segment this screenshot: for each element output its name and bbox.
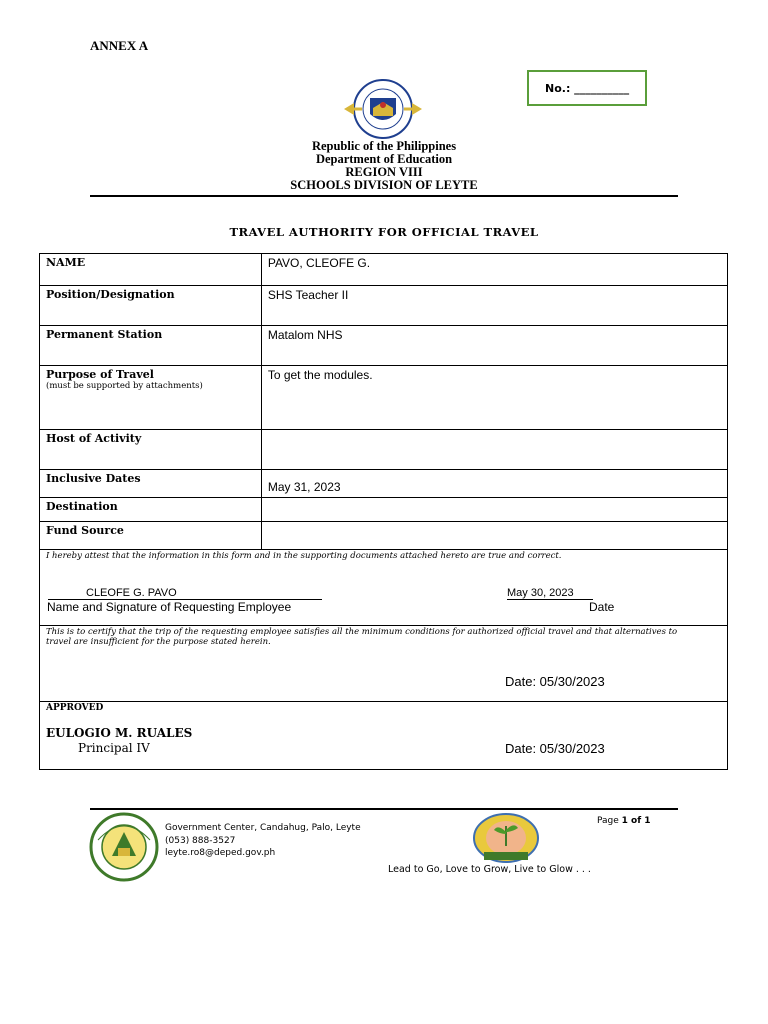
field-value-dates[interactable]: May 31, 2023 — [261, 470, 727, 498]
field-value-fund[interactable] — [261, 522, 727, 550]
form-row — [40, 254, 728, 286]
page-number: 1 of 1 — [621, 816, 651, 826]
leading-logo-icon — [472, 812, 540, 864]
form-row — [40, 326, 728, 366]
form-title: TRAVEL AUTHORITY FOR OFFICIAL TRAVEL — [229, 225, 539, 239]
field-value-station[interactable]: Matalom NHS — [261, 326, 727, 366]
field-label-dates: Inclusive Dates — [40, 470, 262, 498]
approval-section — [40, 702, 728, 770]
approver-name: EULOGIO M. RUALES — [46, 726, 193, 740]
requesting-employee-name: CLEOFE G. PAVO — [48, 587, 322, 600]
footer-email[interactable]: leyte.ro8@deped.gov.ph — [165, 848, 276, 858]
form-row — [40, 498, 728, 522]
field-label-name: NAME — [40, 254, 262, 286]
header-department: Department of Education — [315, 152, 453, 166]
control-number-label: No.: __________ — [545, 81, 630, 95]
approval-cell — [40, 702, 728, 770]
certification-section — [40, 626, 728, 702]
field-label-position: Position/Designation — [40, 286, 262, 326]
annex-label: ANNEX A — [90, 38, 149, 53]
page-prefix: Page — [597, 816, 622, 826]
field-label-purpose — [40, 366, 262, 430]
footer-address: Government Center, Candahug, Palo, Leyte — [165, 823, 361, 833]
footer-divider — [90, 808, 678, 810]
date-caption: Date — [589, 600, 615, 614]
deped-seal-icon — [340, 78, 426, 140]
division-seal-icon — [88, 812, 160, 882]
page-indicator — [597, 816, 651, 826]
travel-form-table — [39, 253, 728, 770]
attestation-text: I hereby attest that the information in this form and in the supporting documents attached hereto are true and correct. — [46, 551, 562, 561]
footer-motto: Lead to Go, Love to Grow, Live to Glow . . . — [388, 864, 591, 875]
header-divider — [90, 195, 678, 197]
form-row — [40, 430, 728, 470]
header-division: SCHOOLS DIVISION OF LEYTE — [290, 178, 478, 192]
certification-text: This is to certify that the trip of the requesting employee satisfies all the minimum conditions for authorized official travel and that alternatives to travel are insufficient for the purpose stated herein. — [46, 627, 678, 647]
field-value-host[interactable] — [261, 430, 727, 470]
form-row — [40, 366, 728, 430]
footer-phone: (053) 888-3527 — [165, 835, 236, 846]
purpose-label: Purpose of Travel — [46, 368, 154, 381]
certification-date: Date: 05/30/2023 — [505, 674, 605, 689]
field-value-name[interactable]: PAVO, CLEOFE G. — [261, 254, 727, 286]
field-value-purpose[interactable]: To get the modules. — [261, 366, 727, 430]
field-label-host: Host of Activity — [40, 430, 262, 470]
form-row — [40, 286, 728, 326]
form-row — [40, 522, 728, 550]
control-number-box — [527, 70, 647, 106]
certification-cell — [40, 626, 728, 702]
signer-caption: Name and Signature of Requesting Employee — [47, 600, 292, 614]
approved-label: APPROVED — [46, 703, 104, 713]
field-label-fund: Fund Source — [40, 522, 262, 550]
requesting-sign-date: May 30, 2023 — [507, 587, 593, 600]
field-label-station: Permanent Station — [40, 326, 262, 366]
field-label-destination: Destination — [40, 498, 262, 522]
purpose-sublabel: (must be supported by attachments) — [46, 381, 203, 391]
field-value-destination[interactable] — [261, 498, 727, 522]
footer-contact — [165, 822, 361, 860]
approval-date: Date: 05/30/2023 — [505, 741, 605, 756]
header-republic: Republic of the Philippines — [311, 139, 457, 153]
attestation-cell — [40, 550, 728, 626]
form-row — [40, 470, 728, 498]
attestation-section — [40, 550, 728, 626]
header-region: REGION VIII — [345, 165, 423, 179]
field-value-position[interactable]: SHS Teacher II — [261, 286, 727, 326]
approver-position: Principal IV — [78, 741, 150, 755]
